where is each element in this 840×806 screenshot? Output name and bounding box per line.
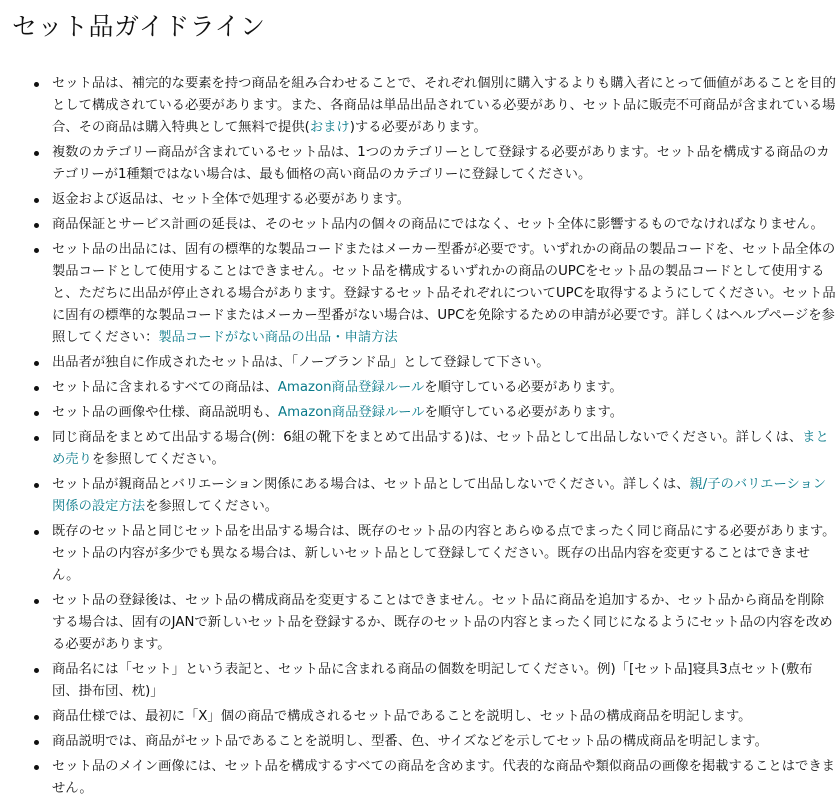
guideline-link[interactable]: おまけ bbox=[309, 120, 350, 135]
guideline-link[interactable]: まとめ売り bbox=[52, 430, 829, 467]
guideline-text: 複数のカテゴリー商品が含まれているセット品は、1つのカテゴリーとして登録する必要があります。セット品を構成する商品のカテゴリーが1種類ではない場合は、最も価格の高い商品のカテゴリーに登録してください。 bbox=[52, 145, 830, 182]
guideline-text: 商品仕様では、最初に「X」個の商品で構成されるセット品であることを説明し、セット品の構成商品を明記します。 bbox=[52, 709, 752, 724]
guideline-text: を参照してください。 bbox=[91, 452, 225, 467]
page-title: セット品ガイドライン bbox=[12, 12, 266, 41]
guideline-item bbox=[12, 402, 836, 424]
guideline-text: 出品者が独自に作成されたセット品は、「ノーブランド品」として登録して下さい。 bbox=[52, 355, 550, 370]
guideline-text: 商品保証とサービス計画の延長は、そのセット品内の個々の商品にではなく、セット全体に影響するものでなければなりません。 bbox=[52, 217, 824, 232]
guideline-text: 返金および返品は、セット全体で処理する必要があります。 bbox=[52, 192, 410, 207]
guideline-text: を順守している必要があります。 bbox=[424, 380, 623, 395]
guideline-item bbox=[12, 731, 836, 753]
guideline-link[interactable]: 親/子のバリエーション関係の設定方法 bbox=[52, 477, 827, 514]
guideline-item bbox=[12, 73, 836, 139]
guideline-item bbox=[12, 189, 836, 211]
guideline-text: 商品名には「セット」という表記と、セット品に含まれる商品の個数を明記してください。例)「[セット品]寝具3点セット(敷布団、掛布団、枕)」 bbox=[52, 662, 813, 699]
guideline-text: セット品が親商品とバリエーション関係にある場合は、セット品として出品しないでください。詳しくは、 bbox=[52, 477, 690, 492]
guideline-item bbox=[12, 659, 836, 703]
guideline-item bbox=[12, 239, 836, 349]
guideline-item bbox=[12, 706, 836, 728]
guideline-text: 同じ商品をまとめて出品する場合(例：6組の靴下をまとめて出品する)は、セット品として出品しないでください。詳しくは、 bbox=[52, 430, 803, 445]
guideline-list bbox=[12, 73, 836, 800]
guideline-item bbox=[12, 521, 836, 587]
guideline-text: 商品説明では、商品がセット品であることを説明し、型番、色、サイズなどを示してセット品の構成商品を明記します。 bbox=[52, 734, 768, 749]
guideline-link[interactable]: 製品コードがない商品の出品・申請方法 bbox=[158, 330, 398, 345]
guideline-text: を参照してください。 bbox=[145, 499, 279, 514]
guideline-link[interactable]: Amazon商品登録ルール bbox=[277, 380, 425, 395]
guideline-item bbox=[12, 756, 836, 800]
guideline-text: セット品に含まれるすべての商品は、 bbox=[52, 380, 278, 395]
guideline-item bbox=[12, 377, 836, 399]
guideline-text: セット品の出品には、固有の標準的な製品コードまたはメーカー型番が必要です。いずれかの商品の製品コードを、セット品全体の製品コードとして使用することはできません。セット品を構成するいずれかの商品のUPCをセット品の製品コードとして使用すると、ただちに出品が停止される場合があります。登録するセット品それぞれについてUPCを取得するようにしてください。セット品に固有の標準的な製品コードまたはメーカー型番がない場合は、UPCを免除するための申請が必要です。詳しくはヘルプページを参照してください： bbox=[52, 242, 836, 345]
guideline-item bbox=[12, 142, 836, 186]
guideline-text: セット品のメイン画像には、セット品を構成するすべての商品を含めます。代表的な商品や類似商品の画像を掲載することはできません。 bbox=[52, 759, 835, 796]
guideline-item bbox=[12, 474, 836, 518]
guideline-text: セット品の登録後は、セット品の構成商品を変更することはできません。セット品に商品を追加するか、セット品から商品を削除する場合は、固有のJANで新しいセット品を登録するか、既存のセット品の内容とまったく同じになるようにセット品の内容を改める必要があります。 bbox=[52, 593, 833, 652]
guideline-text: セット品の画像や仕様、商品説明も、 bbox=[52, 405, 279, 420]
guideline-text: )する必要があります。 bbox=[349, 120, 487, 135]
guideline-item bbox=[12, 590, 836, 656]
guideline-item bbox=[12, 427, 836, 471]
guideline-text: を順守している必要があります。 bbox=[424, 405, 623, 420]
guideline-text: セット品は、補完的な要素を持つ商品を組み合わせることで、それぞれ個別に購入するよりも購入者にとって価値があることを目的として構成されている必要があります。また、各商品は単品出品されている必要があり、セット品に販売不可商品が含まれている場合、その商品は購入特典として無料で提供( bbox=[52, 76, 836, 135]
guideline-link[interactable]: Amazon商品登録ルール bbox=[278, 405, 425, 420]
guideline-item bbox=[12, 214, 836, 236]
guideline-item bbox=[12, 352, 836, 374]
guideline-text: 既存のセット品と同じセット品を出品する場合は、既存のセット品の内容とあらゆる点でまったく同じ商品にする必要があります。セット品の内容が多少でも異なる場合は、新しいセット品として登録してください。既存の出品内容を変更することはできません。 bbox=[52, 524, 836, 583]
